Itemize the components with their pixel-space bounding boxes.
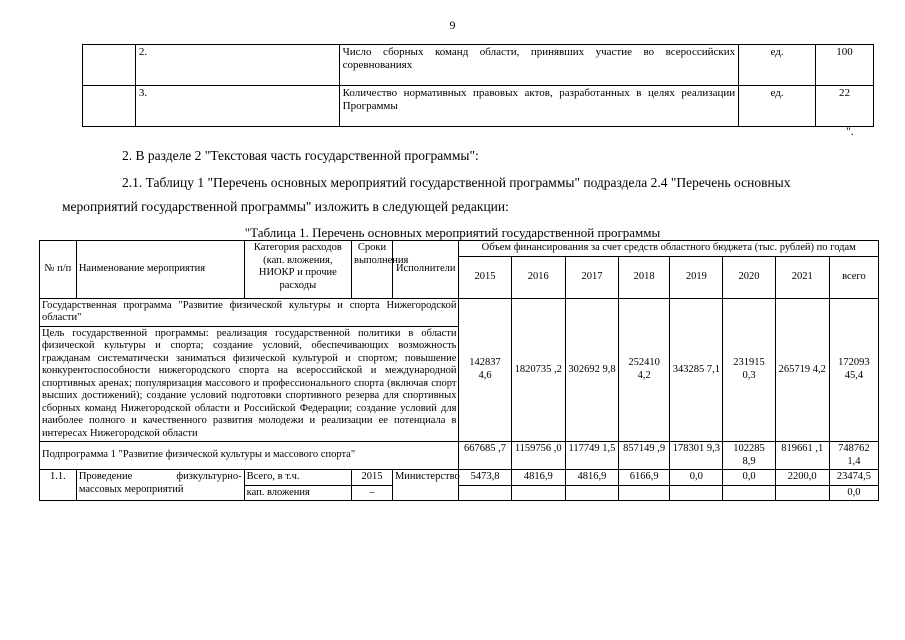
header-funding: Объем финансирования за счет средств областного бюджета (тыс. рублей) по годам <box>459 241 879 257</box>
year-header: 2018 <box>619 256 670 298</box>
value-cell: 265719 4,2 <box>775 298 829 442</box>
unit-cell: ед. <box>739 45 816 86</box>
value-cell: 1159756 ,0 <box>511 442 565 470</box>
category-cell: кап. вложения <box>244 485 351 501</box>
header-executors: Исполнители <box>392 241 459 299</box>
value-cell: 117749 1,5 <box>565 442 618 470</box>
year-header: 2016 <box>511 256 565 298</box>
header-name: Наименование мероприятия <box>76 241 244 299</box>
value-cell: 302692 9,8 <box>565 298 618 442</box>
header-category: Категория расходов (кап. вложения, НИОКР и прочие расходы <box>244 241 351 299</box>
page-number: 9 <box>449 18 456 32</box>
table-caption: "Таблица 1. Перечень основных мероприятий государственной программы <box>244 225 661 240</box>
subprogram-title: Подпрограмма 1 "Развитие физической культуры и массового спорта" <box>40 442 459 470</box>
value-cell <box>511 485 565 501</box>
total-header: всего <box>829 256 878 298</box>
year-header: 2015 <box>459 256 511 298</box>
value-cell: 100 <box>816 45 874 86</box>
program-goal: Цель государственной программы: реализация государственной политики в области физической культуры и спорта; создание условий, обеспечивающих возможность гражданам систематически заниматься физической культурой и спортом; повышение конкурентоспособности нижегородского спорта на всероссийской и международной спортивных аренах; популяризация массового и профессионального спорта (включая спорт высших достижений); создание условий подготовки спортивного резерва для спортивных сборных команд Нижегородской области и Российской Федерации; создание условий для наиболее полного и качественного развития молодежи и реализации ее потенциала в интересах Нижегородской области <box>40 326 459 442</box>
value-cell: 667685 ,7 <box>459 442 511 470</box>
value-cell: 178301 9,3 <box>670 442 723 470</box>
subprogram-row <box>40 442 879 470</box>
value-cell <box>670 485 723 501</box>
total-cell: 0,0 <box>829 485 878 501</box>
year-header: 2017 <box>565 256 618 298</box>
value-cell: 252410 4,2 <box>619 298 670 442</box>
value-cell: 102285 8,9 <box>723 442 775 470</box>
total-cell: 23474,5 <box>829 470 878 486</box>
empty-cell <box>83 45 136 86</box>
header-num: № п/п <box>40 241 77 299</box>
indicator-text: Количество нормативных правовых актов, разработанных в целях реализации Программы <box>339 86 739 127</box>
row-number: 2. <box>135 45 339 86</box>
total-cell: 172093 45,4 <box>829 298 878 442</box>
program-title: Государственная программа "Развитие физической культуры и спорта Нижегородской области" <box>40 298 459 326</box>
category-cell: Всего, в т.ч. <box>244 470 351 486</box>
empty-cell <box>83 86 136 127</box>
activities-table <box>39 240 879 501</box>
value-cell: 22 <box>816 86 874 127</box>
value-cell: 819661 ,1 <box>775 442 829 470</box>
value-cell: 4816,9 <box>565 470 618 486</box>
unit-cell: ед. <box>739 86 816 127</box>
value-cell: 6166,9 <box>619 470 670 486</box>
row-number: 1.1. <box>40 470 77 501</box>
value-cell <box>723 485 775 501</box>
closing-quote: ". <box>846 124 854 138</box>
value-cell <box>459 485 511 501</box>
value-cell <box>565 485 618 501</box>
paragraph-1: 2. В разделе 2 "Текстовая часть государственной программы": <box>122 148 479 163</box>
value-cell: 231915 0,3 <box>723 298 775 442</box>
paragraph-3: мероприятий государственной программы" изложить в следующей редакции: <box>62 199 509 214</box>
table-row <box>83 45 874 86</box>
indicator-text: Число сборных команд области, принявших участие во всероссийских соревнованиях <box>339 45 739 86</box>
row-number: 3. <box>135 86 339 127</box>
value-cell: 0,0 <box>670 470 723 486</box>
executor-cell: Министерство <box>392 470 459 501</box>
value-cell: 4816,9 <box>511 470 565 486</box>
year-header: 2021 <box>775 256 829 298</box>
program-title-row <box>40 298 879 326</box>
value-cell: 142837 4,6 <box>459 298 511 442</box>
header-terms: Сроки выполнения <box>352 241 393 299</box>
table-row <box>40 470 879 486</box>
value-cell: 1820735 ,2 <box>511 298 565 442</box>
table-row <box>83 86 874 127</box>
value-cell <box>619 485 670 501</box>
value-cell <box>775 485 829 501</box>
value-cell: 0,0 <box>723 470 775 486</box>
year-header: 2020 <box>723 256 775 298</box>
header-row <box>40 241 879 257</box>
total-cell: 748762 1,4 <box>829 442 878 470</box>
indicators-table <box>82 44 874 127</box>
paragraph-2: 2.1. Таблицу 1 "Перечень основных мероприятий государственной программы" подраздела 2.4 "Перечень основных <box>122 175 791 190</box>
value-cell: 5473,8 <box>459 470 511 486</box>
term-cell: 2015 <box>352 470 393 486</box>
year-header: 2019 <box>670 256 723 298</box>
value-cell: 343285 7,1 <box>670 298 723 442</box>
value-cell: 857149 ,9 <box>619 442 670 470</box>
activity-name: Проведение физкультурно-массовых мероприятий <box>76 470 244 501</box>
value-cell: 2200,0 <box>775 470 829 486</box>
term-cell: – <box>352 485 393 501</box>
